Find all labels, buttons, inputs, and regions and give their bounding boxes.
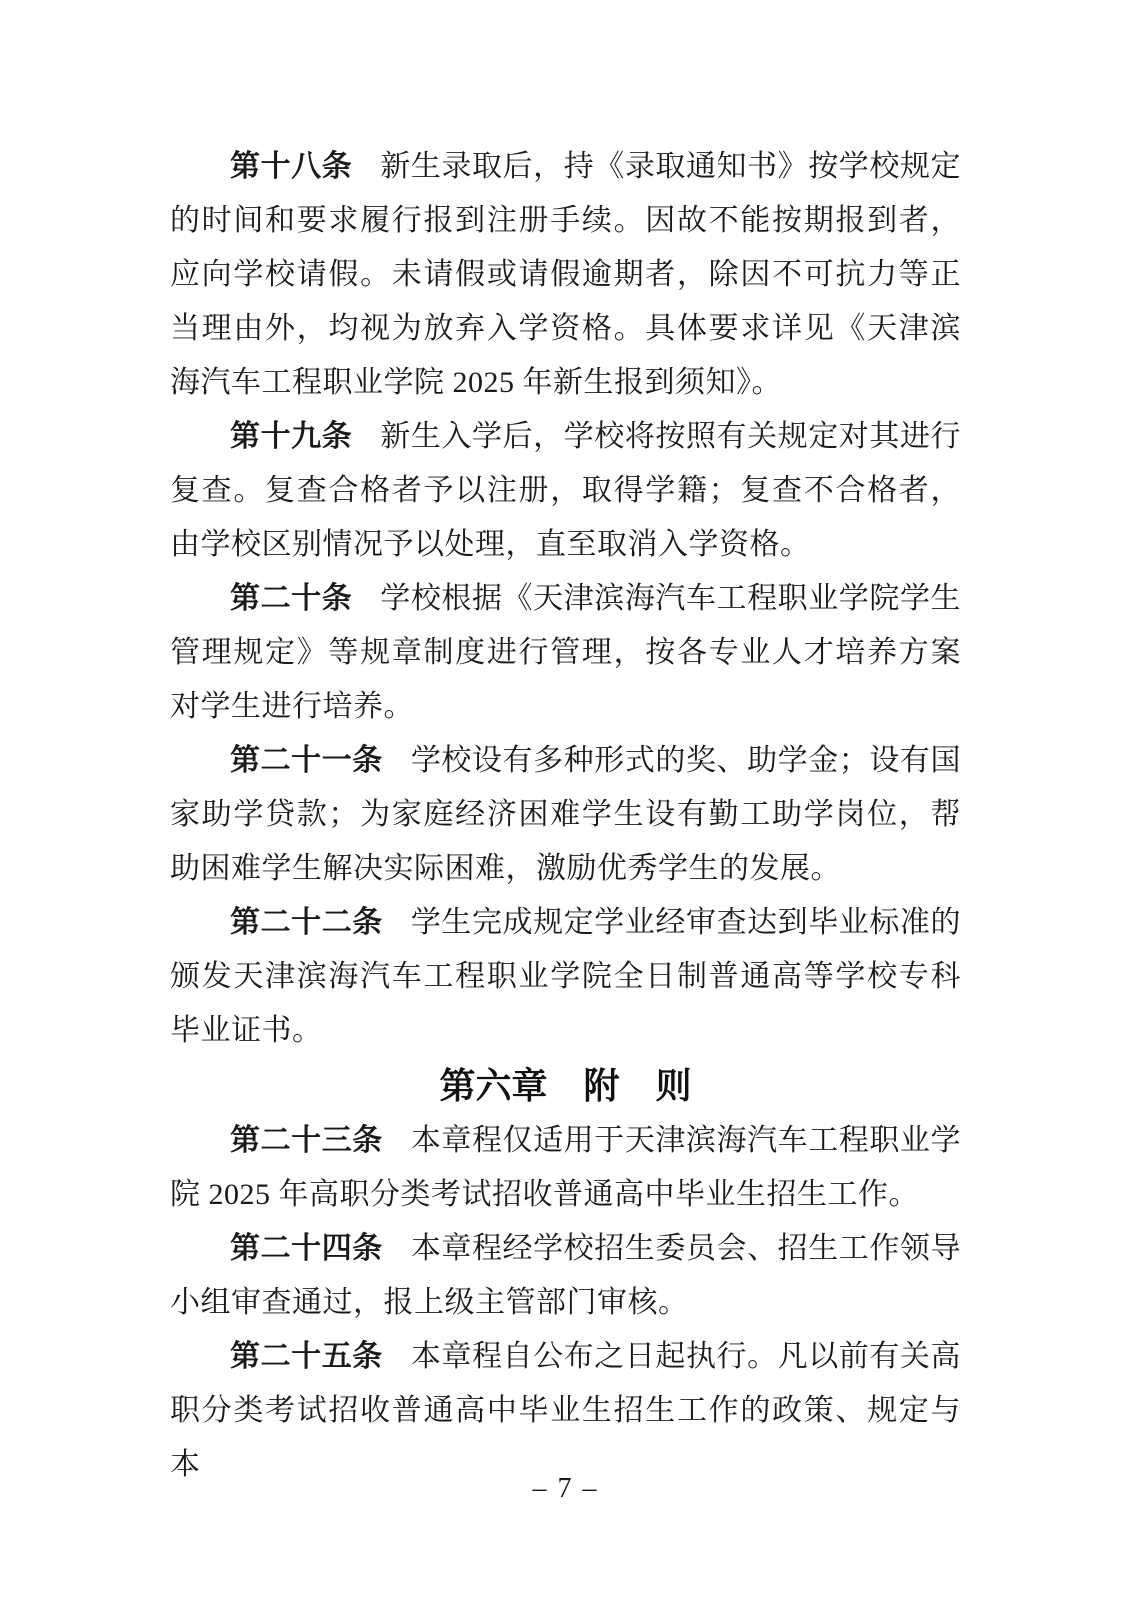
article-20-number: 第二十条 (230, 582, 353, 615)
paragraph-article-25 (170, 1330, 961, 1492)
paragraph-article-21 (170, 734, 961, 896)
article-21-number: 第二十一条 (230, 744, 383, 777)
paragraph-article-18 (170, 140, 961, 410)
article-19-text: 新生入学后，学校将按照有关规定对其进行复查。复查合格者予以注册，取得学籍；复查不合格者，由学校区别情况予以处理，直至取消入学资格。 (170, 420, 962, 561)
paragraph-article-19 (170, 410, 961, 572)
paragraph-article-20 (170, 572, 961, 734)
article-25-number: 第二十五条 (230, 1340, 383, 1373)
article-24-number: 第二十四条 (230, 1232, 383, 1265)
article-22-number: 第二十二条 (230, 906, 383, 939)
paragraph-article-24 (170, 1222, 961, 1330)
chapter-6-heading: 第六章 附 则 (439, 1065, 692, 1106)
article-22-text: 学生完成规定学业经审查达到毕业标准的颁发天津滨海汽车工程职业学院全日制普通高等学校专科毕业证书。 (170, 906, 962, 1047)
article-23-text: 本章程仅适用于天津滨海汽车工程职业学院 2025 年高职分类考试招收普通高中毕业生招生工作。 (170, 1124, 962, 1211)
page-footer (0, 1472, 1131, 1506)
article-19-number: 第十九条 (230, 420, 353, 453)
article-21-text: 学校设有多种形式的奖、助学金；设有国家助学贷款；为家庭经济困难学生设有勤工助学岗位，帮助困难学生解决实际困难，激励优秀学生的发展。 (170, 744, 962, 885)
article-18-number: 第十八条 (230, 150, 353, 183)
article-23-number: 第二十三条 (230, 1124, 383, 1157)
page-number: – 7 – (532, 1473, 599, 1504)
paragraph-article-23 (170, 1114, 961, 1222)
article-20-text: 学校根据《天津滨海汽车工程职业学院学生管理规定》等规章制度进行管理，按各专业人才培养方案对学生进行培养。 (170, 582, 962, 723)
paragraph-article-22 (170, 896, 961, 1058)
article-25-text: 本章程自公布之日起执行。凡以前有关高职分类考试招收普通高中毕业生招生工作的政策、规定与本 (170, 1340, 962, 1481)
document-body (170, 140, 961, 1492)
article-24-text: 本章程经学校招生委员会、招生工作领导小组审查通过，报上级主管部门审核。 (170, 1232, 962, 1319)
article-18-text: 新生录取后，持《录取通知书》按学校规定的时间和要求履行报到注册手续。因故不能按期报到者，应向学校请假。未请假或请假逾期者，除因不可抗力等正当理由外，均视为放弃入学资格。具体要求详见《天津滨海汽车工程职业学院 2025 年新生报到须知》。 (170, 150, 962, 399)
